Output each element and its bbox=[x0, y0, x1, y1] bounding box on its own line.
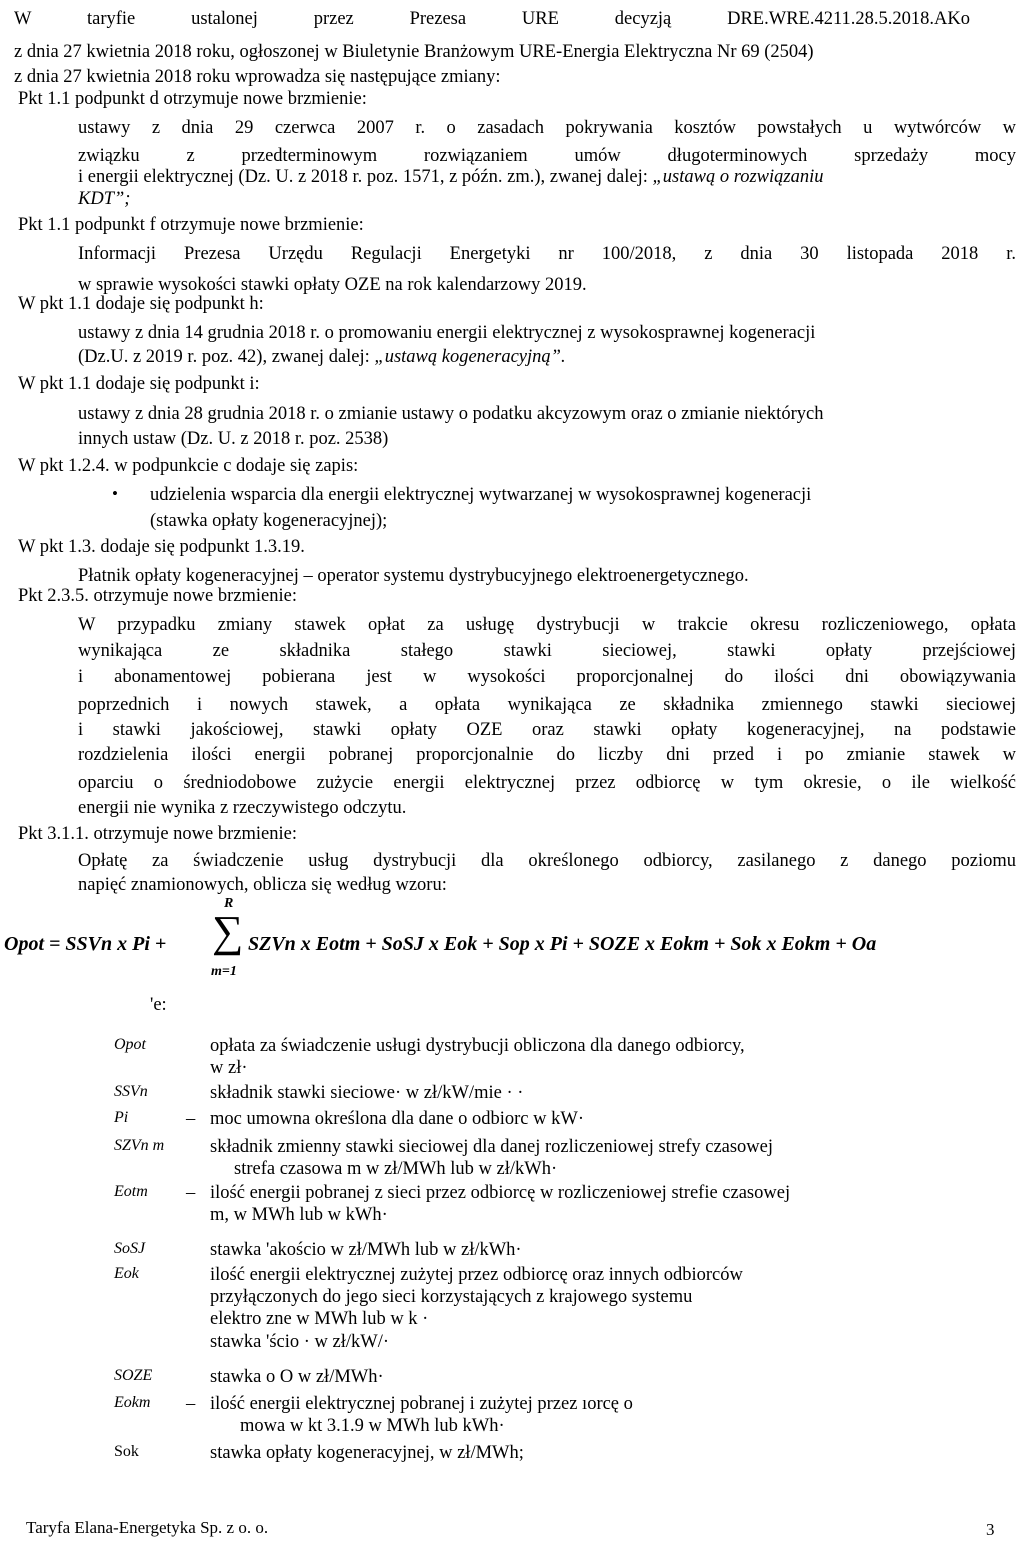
tariff-decision-line: W taryfie ustalonej przez Prezesa URE decyzją DRE.WRE.4211.28.5.2018.AKo bbox=[14, 9, 970, 29]
tariff-formula bbox=[0, 890, 1024, 980]
legend-definition: opłata za świadczenie usługi dystrybucji obliczona dla danego odbiorcy, w zł· bbox=[210, 1036, 745, 1079]
legend-symbol: Eok bbox=[114, 1265, 139, 1282]
text-line: Opłatę za świadczenie usług dystrybucji dla określonego odbiorcy, zasilanego z danego poziomu bbox=[78, 851, 1016, 871]
text-line: z dnia 27 kwietnia 2018 roku wprowadza się następujące zmiany: bbox=[14, 67, 501, 87]
text-line: i energii elektrycznej (Dz. U. z 2018 r. poz. 1571, z późn. zm.), zwanej dalej: „ustawą o rozwiązaniu bbox=[78, 167, 824, 187]
legend-symbol: Sok bbox=[114, 1443, 139, 1460]
sum-upper-limit: R bbox=[224, 896, 234, 911]
legend-definition: stawka o O w zł/MWh· bbox=[210, 1367, 384, 1387]
legend-definition: stawka opłaty kogeneracyjnej, w zł/MWh; bbox=[210, 1443, 524, 1463]
point-heading: W pkt 1.1 dodaje się podpunkt i: bbox=[18, 374, 260, 394]
legend-definition: składnik stawki sieciowe· w zł/kW/mie · · bbox=[210, 1083, 524, 1103]
text-line: W przypadku zmiany stawek opłat za usługę dystrybucji w trakcie okresu rozliczeniowego, opłata bbox=[78, 615, 1016, 635]
text-line: ustawy z dnia 14 grudnia 2018 r. o promowaniu energii elektrycznej z wysokosprawnej kogeneracji bbox=[78, 323, 816, 343]
text-line: i stawki jakościowej, stawki opłaty OZE oraz stawki opłaty kogeneracyjnej, na podstawie bbox=[78, 720, 1016, 740]
text-line: rozdzielenia ilości energii pobranej proporcjonalnie do liczby dni przed i po zmianie stawek w bbox=[78, 745, 1016, 765]
legend-symbol: Pi bbox=[114, 1109, 129, 1126]
text-line: KDT”; bbox=[78, 189, 131, 209]
legend-definition: składnik zmienny stawki sieciowej dla danej rozliczeniowej strefy czasowej strefa czasowa m w zł/MWh lub w zł/kWh· bbox=[210, 1137, 774, 1180]
legend-definition: ilość energii elektrycznej zużytej przez odbiorcę oraz innych odbiorców przyłączonych do jego sieci korzystających z krajowego systemu elektro zne w MWh lub w k · stawka 'ścio · w zł/kW/· bbox=[210, 1265, 743, 1352]
legend-dash: – bbox=[186, 1394, 196, 1414]
point-heading: W pkt 1.3. dodaje się podpunkt 1.3.19. bbox=[18, 537, 305, 557]
text-line: (stawka opłaty kogeneracyjnej); bbox=[150, 511, 388, 531]
text-line: (Dz.U. z 2019 r. poz. 42), zwanej dalej: „ustawą kogeneracyjną”. bbox=[78, 347, 566, 367]
point-heading: W pkt 1.1 dodaje się podpunkt h: bbox=[18, 294, 264, 314]
text-line: napięć znamionowych, oblicza się według wzoru: bbox=[78, 875, 447, 895]
legend-symbol: SSVn bbox=[114, 1083, 148, 1100]
text-line: wynikająca ze składnika stałego stawki sieciowej, stawki opłaty przejściowej bbox=[78, 641, 1016, 661]
footer-company: Taryfa Elana-Energetyka Sp. z o. o. bbox=[26, 1518, 269, 1537]
text-line: z dnia 27 kwietnia 2018 roku, ogłoszonej w Biuletynie Branżowym URE-Energia Elektryczna Nr 69 (2504) bbox=[14, 42, 814, 62]
text-line: oparciu o średniodobowe zużycie energii elektrycznej przez odbiorcę w tym okresie, o ile wielkość bbox=[78, 773, 1016, 793]
sum-lower-limit: m=1 bbox=[211, 964, 237, 979]
bullet-icon: • bbox=[112, 484, 118, 503]
formula-right: SZVn x Eotm + SoSJ x Eok + Sop x Pi + SOZE x Eokm + Sok x Eokm + Oa bbox=[248, 933, 877, 955]
text-line: ustawy z dnia 29 czerwca 2007 r. o zasadach pokrywania kosztów powstałych u wytwórców w bbox=[78, 118, 1016, 138]
point-heading: Pkt 1.1 podpunkt d otrzymuje nowe brzmienie: bbox=[18, 89, 367, 109]
page-number: 3 bbox=[986, 1520, 995, 1539]
legend-symbol: SZVn m bbox=[114, 1137, 165, 1154]
legend-symbol: SOZE bbox=[114, 1367, 153, 1384]
text-line: innych ustaw (Dz. U. z 2018 r. poz. 2538) bbox=[78, 429, 389, 449]
legend-intro: 'e: bbox=[150, 995, 167, 1015]
legend-symbol: Opot bbox=[114, 1036, 146, 1053]
text-line: i abonamentowej pobierana jest w wysokości proporcjonalnej do ilości dni obowiązywania bbox=[78, 667, 1016, 687]
text-line: związku z przedterminowym rozwiązaniem umów długoterminowych sprzedaży mocy bbox=[78, 146, 1016, 166]
legend-dash: – bbox=[186, 1109, 196, 1129]
summation-icon: ∑ bbox=[212, 907, 244, 956]
legend-definition: stawka 'akościo w zł/MWh lub w zł/kWh· bbox=[210, 1240, 522, 1260]
legend-dash: – bbox=[186, 1183, 196, 1203]
legend-definition: ilość energii elektrycznej pobranej i zużytej przez ıorcę o mowa w kt 3.1.9 w MWh lub kWh· bbox=[210, 1394, 633, 1437]
text-line: energii nie wynika z rzeczywistego odczytu. bbox=[78, 798, 407, 818]
point-heading: Pkt 1.1 podpunkt f otrzymuje nowe brzmienie: bbox=[18, 215, 364, 235]
text-line: Płatnik opłaty kogeneracyjnej – operator systemu dystrybucyjnego elektroenergetycznego. bbox=[78, 566, 749, 586]
text-line: Informacji Prezesa Urzędu Regulacji Energetyki nr 100/2018, z dnia 30 listopada 2018 r. bbox=[78, 244, 1016, 264]
point-heading: Pkt 3.1.1. otrzymuje nowe brzmienie: bbox=[18, 824, 297, 844]
point-heading: W pkt 1.2.4. w podpunkcie c dodaje się zapis: bbox=[18, 456, 359, 476]
legend-symbol: Eokm bbox=[114, 1394, 151, 1411]
formula-left: Opot = SSVn x Pi + bbox=[4, 933, 167, 955]
legend-symbol: Eotm bbox=[114, 1183, 148, 1200]
text-line: w sprawie wysokości stawki opłaty OZE na rok kalendarzowy 2019. bbox=[78, 275, 587, 295]
point-heading: Pkt 2.3.5. otrzymuje nowe brzmienie: bbox=[18, 586, 297, 606]
legend-symbol: SoSJ bbox=[114, 1240, 146, 1257]
text-line: udzielenia wsparcia dla energii elektrycznej wytwarzanej w wysokosprawnej kogeneracji bbox=[150, 485, 812, 505]
text-line: poprzednich i nowych stawek, a opłata wynikająca ze składnika zmiennego stawki sieciowej bbox=[78, 695, 1016, 715]
legend-definition: moc umowna określona dla dane o odbiorc w kW· bbox=[210, 1109, 585, 1129]
text-line: ustawy z dnia 28 grudnia 2018 r. o zmianie ustawy o podatku akcyzowym oraz o zmianie niektórych bbox=[78, 404, 824, 424]
legend-definition: ilość energii pobranej z sieci przez odbiorcę w rozliczeniowej strefie czasowej m, w MWh lub w kWh· bbox=[210, 1183, 791, 1226]
